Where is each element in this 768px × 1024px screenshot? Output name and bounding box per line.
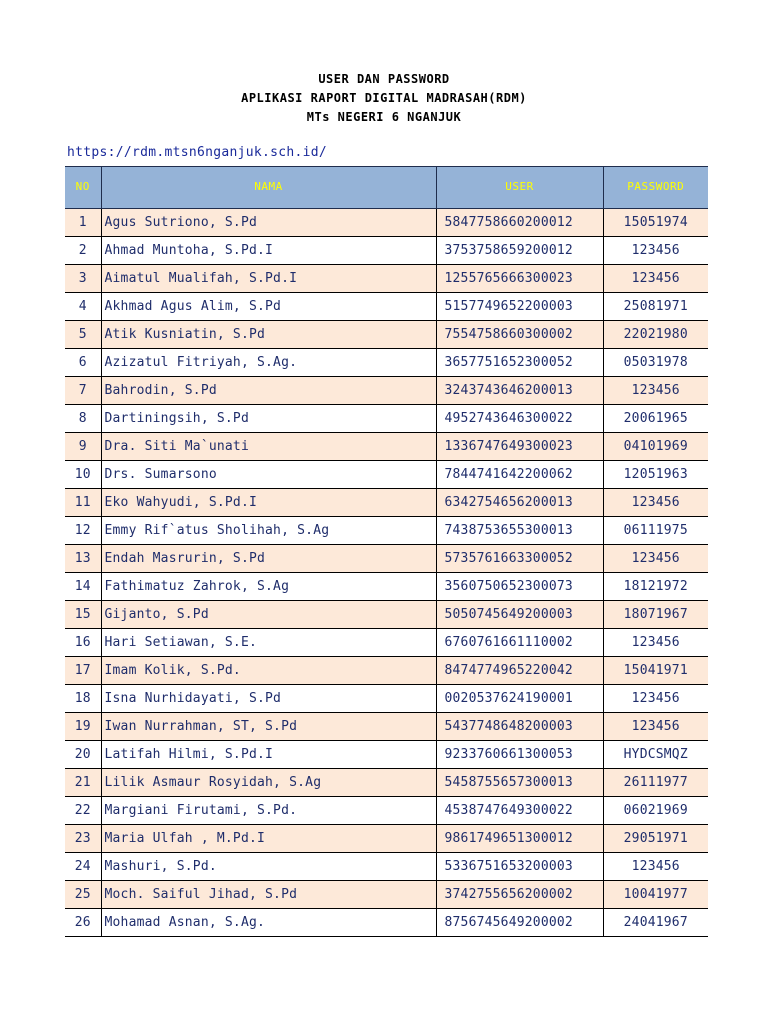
- row-number-cell: 4: [65, 293, 101, 321]
- password-cell: HYDCSMQZ: [603, 741, 708, 769]
- username-cell: 8756745649200002: [436, 909, 603, 937]
- teacher-name-cell: Iwan Nurrahman, ST, S.Pd: [101, 713, 436, 741]
- table-body: [65, 209, 708, 937]
- table-row: [65, 685, 708, 713]
- username-cell: 5050745649200003: [436, 601, 603, 629]
- teacher-name-cell: Dra. Siti Ma`unati: [101, 433, 436, 461]
- user-password-table: [65, 166, 708, 937]
- username-cell: 3742755656200002: [436, 881, 603, 909]
- table-row: [65, 629, 708, 657]
- teacher-name-cell: Bahrodin, S.Pd: [101, 377, 436, 405]
- password-cell: 15041971: [603, 657, 708, 685]
- title-line-1: USER DAN PASSWORD: [318, 72, 450, 86]
- password-cell: 18121972: [603, 573, 708, 601]
- teacher-name-cell: Emmy Rif`atus Sholihah, S.Ag: [101, 517, 436, 545]
- row-number-cell: 11: [65, 489, 101, 517]
- table-row: [65, 433, 708, 461]
- teacher-name-cell: Eko Wahyudi, S.Pd.I: [101, 489, 436, 517]
- table-row: [65, 237, 708, 265]
- rdm-link[interactable]: https://rdm.mtsn6nganjuk.sch.id/: [67, 145, 328, 160]
- username-cell: 1255765666300023: [436, 265, 603, 293]
- password-cell: 25081971: [603, 293, 708, 321]
- column-header-password: PASSWORD: [603, 167, 708, 209]
- password-cell: 05031978: [603, 349, 708, 377]
- row-number-cell: 19: [65, 713, 101, 741]
- teacher-name-cell: Agus Sutriono, S.Pd: [101, 209, 436, 237]
- username-cell: 5735761663300052: [436, 545, 603, 573]
- teacher-name-cell: Endah Masrurin, S.Pd: [101, 545, 436, 573]
- teacher-name-cell: Fathimatuz Zahrok, S.Ag: [101, 573, 436, 601]
- username-cell: 6342754656200013: [436, 489, 603, 517]
- row-number-cell: 23: [65, 825, 101, 853]
- username-cell: 0020537624190001: [436, 685, 603, 713]
- row-number-cell: 1: [65, 209, 101, 237]
- username-cell: 8474774965220042: [436, 657, 603, 685]
- username-cell: 5336751653200003: [436, 853, 603, 881]
- password-cell: 123456: [603, 265, 708, 293]
- teacher-name-cell: Mashuri, S.Pd.: [101, 853, 436, 881]
- table-row: [65, 377, 708, 405]
- table-row: [65, 853, 708, 881]
- row-number-cell: 25: [65, 881, 101, 909]
- column-header-nama: NAMA: [101, 167, 436, 209]
- password-cell: 24041967: [603, 909, 708, 937]
- row-number-cell: 20: [65, 741, 101, 769]
- table-row: [65, 881, 708, 909]
- table-row: [65, 601, 708, 629]
- table-row: [65, 461, 708, 489]
- teacher-name-cell: Isna Nurhidayati, S.Pd: [101, 685, 436, 713]
- teacher-name-cell: Aimatul Mualifah, S.Pd.I: [101, 265, 436, 293]
- username-cell: 4538747649300022: [436, 797, 603, 825]
- table-row: [65, 209, 708, 237]
- row-number-cell: 16: [65, 629, 101, 657]
- table-row: [65, 545, 708, 573]
- teacher-name-cell: Atik Kusniatin, S.Pd: [101, 321, 436, 349]
- teacher-name-cell: Akhmad Agus Alim, S.Pd: [101, 293, 436, 321]
- title-line-2: APLIKASI RAPORT DIGITAL MADRASAH(RDM): [241, 91, 527, 105]
- table-header-row: [65, 167, 708, 209]
- teacher-name-cell: Margiani Firutami, S.Pd.: [101, 797, 436, 825]
- password-cell: 123456: [603, 853, 708, 881]
- table-row: [65, 909, 708, 937]
- row-number-cell: 15: [65, 601, 101, 629]
- teacher-name-cell: Moch. Saiful Jihad, S.Pd: [101, 881, 436, 909]
- username-cell: 9233760661300053: [436, 741, 603, 769]
- password-cell: 22021980: [603, 321, 708, 349]
- row-number-cell: 10: [65, 461, 101, 489]
- password-cell: 123456: [603, 377, 708, 405]
- username-cell: 1336747649300023: [436, 433, 603, 461]
- password-cell: 29051971: [603, 825, 708, 853]
- row-number-cell: 5: [65, 321, 101, 349]
- row-number-cell: 7: [65, 377, 101, 405]
- username-cell: 5458755657300013: [436, 769, 603, 797]
- username-cell: 5157749652200003: [436, 293, 603, 321]
- row-number-cell: 9: [65, 433, 101, 461]
- row-number-cell: 22: [65, 797, 101, 825]
- username-cell: 3243743646200013: [436, 377, 603, 405]
- row-number-cell: 6: [65, 349, 101, 377]
- row-number-cell: 14: [65, 573, 101, 601]
- password-cell: 123456: [603, 545, 708, 573]
- row-number-cell: 17: [65, 657, 101, 685]
- title-line-3: MTs NEGERI 6 NGANJUK: [306, 110, 462, 124]
- row-number-cell: 26: [65, 909, 101, 937]
- password-cell: 123456: [603, 713, 708, 741]
- table-row: [65, 293, 708, 321]
- teacher-name-cell: Lilik Asmaur Rosyidah, S.Ag: [101, 769, 436, 797]
- password-cell: 123456: [603, 489, 708, 517]
- row-number-cell: 12: [65, 517, 101, 545]
- username-cell: 3657751652300052: [436, 349, 603, 377]
- username-cell: 7844741642200062: [436, 461, 603, 489]
- username-cell: 7438753655300013: [436, 517, 603, 545]
- password-cell: 06021969: [603, 797, 708, 825]
- teacher-name-cell: Maria Ulfah , M.Pd.I: [101, 825, 436, 853]
- teacher-name-cell: Drs. Sumarsono: [101, 461, 436, 489]
- password-cell: 10041977: [603, 881, 708, 909]
- username-cell: 3560750652300073: [436, 573, 603, 601]
- teacher-name-cell: Dartiningsih, S.Pd: [101, 405, 436, 433]
- row-number-cell: 3: [65, 265, 101, 293]
- column-header-user: USER: [436, 167, 603, 209]
- row-number-cell: 24: [65, 853, 101, 881]
- table-row: [65, 657, 708, 685]
- password-cell: 26111977: [603, 769, 708, 797]
- teacher-name-cell: Latifah Hilmi, S.Pd.I: [101, 741, 436, 769]
- row-number-cell: 18: [65, 685, 101, 713]
- table-row: [65, 713, 708, 741]
- table-row: [65, 825, 708, 853]
- password-cell: 20061965: [603, 405, 708, 433]
- table-row: [65, 797, 708, 825]
- document-title: [0, 70, 768, 127]
- teacher-name-cell: Mohamad Asnan, S.Ag.: [101, 909, 436, 937]
- password-cell: 15051974: [603, 209, 708, 237]
- table-row: [65, 741, 708, 769]
- password-cell: 123456: [603, 629, 708, 657]
- teacher-name-cell: Azizatul Fitriyah, S.Ag.: [101, 349, 436, 377]
- username-cell: 7554758660300002: [436, 321, 603, 349]
- row-number-cell: 8: [65, 405, 101, 433]
- teacher-name-cell: Ahmad Muntoha, S.Pd.I: [101, 237, 436, 265]
- username-cell: 9861749651300012: [436, 825, 603, 853]
- teacher-name-cell: Hari Setiawan, S.E.: [101, 629, 436, 657]
- table-row: [65, 769, 708, 797]
- password-cell: 123456: [603, 685, 708, 713]
- table-row: [65, 349, 708, 377]
- row-number-cell: 21: [65, 769, 101, 797]
- password-cell: 12051963: [603, 461, 708, 489]
- username-cell: 3753758659200012: [436, 237, 603, 265]
- column-header-no: NO: [65, 167, 101, 209]
- table-row: [65, 265, 708, 293]
- username-cell: 4952743646300022: [436, 405, 603, 433]
- password-cell: 18071967: [603, 601, 708, 629]
- password-cell: 04101969: [603, 433, 708, 461]
- username-cell: 5847758660200012: [436, 209, 603, 237]
- table-row: [65, 573, 708, 601]
- row-number-cell: 2: [65, 237, 101, 265]
- row-number-cell: 13: [65, 545, 101, 573]
- password-cell: 123456: [603, 237, 708, 265]
- teacher-name-cell: Gijanto, S.Pd: [101, 601, 436, 629]
- username-cell: 6760761661110002: [436, 629, 603, 657]
- table-row: [65, 517, 708, 545]
- username-cell: 5437748648200003: [436, 713, 603, 741]
- teacher-name-cell: Imam Kolik, S.Pd.: [101, 657, 436, 685]
- table-row: [65, 405, 708, 433]
- table-row: [65, 321, 708, 349]
- table-row: [65, 489, 708, 517]
- password-cell: 06111975: [603, 517, 708, 545]
